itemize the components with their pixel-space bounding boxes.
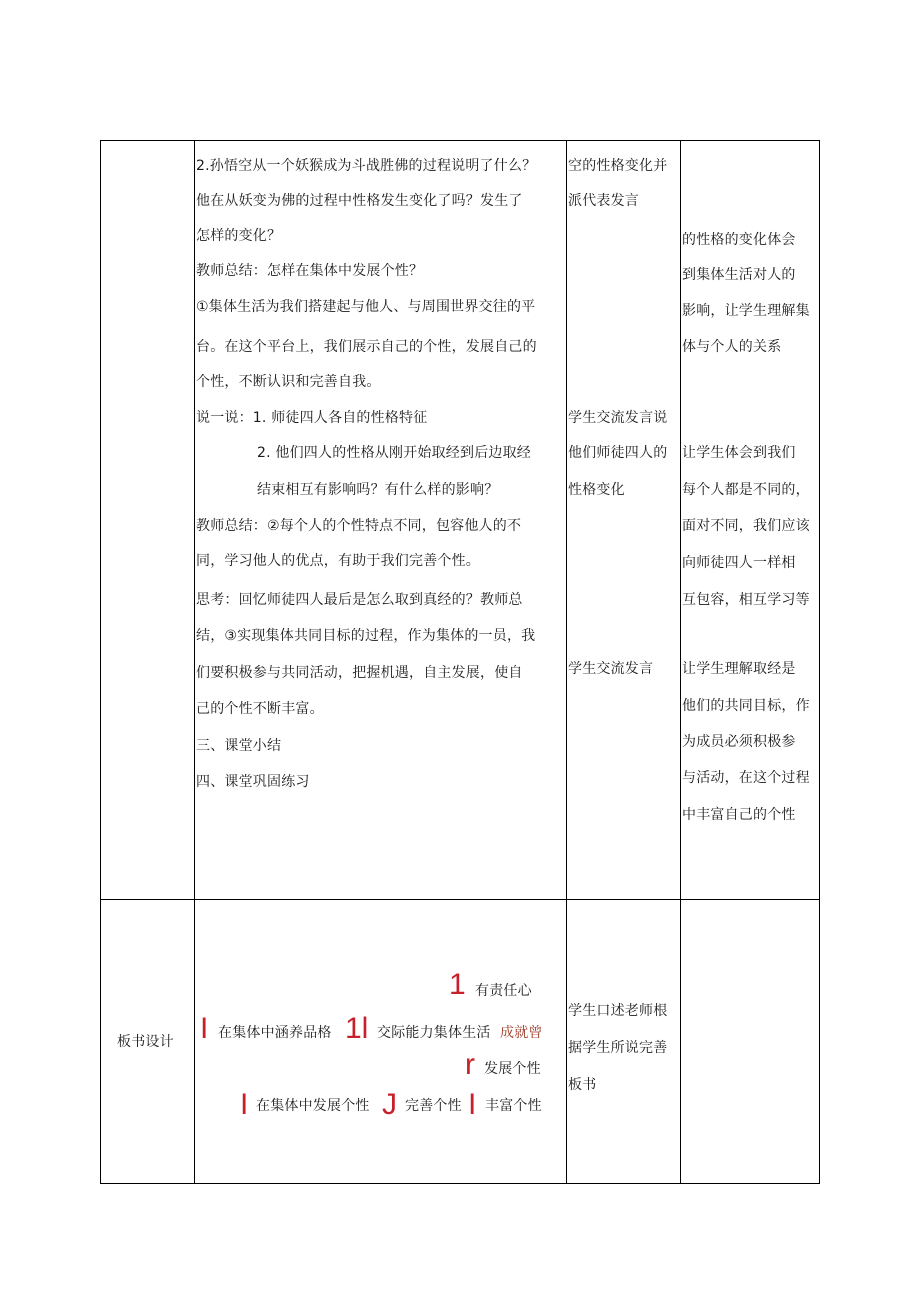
process-line: 个性，不断认识和完善自我。 (196, 374, 381, 390)
board-item: 有责任心 (475, 983, 532, 999)
process-line: 三、课堂小结 (196, 738, 282, 754)
board-item: 在集体中发展个性 (256, 1098, 370, 1114)
process-line: 2.孙悟空从一个妖猴成为斗战胜佛的过程说明了什么？ (196, 158, 537, 174)
design-intent-line: 的性格的变化体会 (682, 232, 796, 248)
board-design-label: 板书设计 (117, 1034, 174, 1050)
process-line: 己的个性不断丰富。 (196, 701, 324, 717)
process-line: 台。在这个平台上，我们展示自己的个性，发展自己的 (196, 339, 537, 355)
process-line: 教师总结：②每个人的个性特点不同，包容他人的不 (196, 518, 522, 534)
student-activity-line: 他们师徒四人的 (568, 445, 668, 461)
board-student-line: 学生口述老师根 (568, 1003, 668, 1019)
design-intent-line: 让学生理解取经是 (682, 661, 796, 677)
column-divider-2 (566, 141, 567, 1183)
student-activity-line: 学生交流发言说 (568, 410, 668, 426)
board-mark: J (382, 1088, 397, 1121)
board-mark: I (240, 1088, 249, 1121)
design-intent-line: 让学生体会到我们 (682, 445, 796, 461)
design-intent-line: 中丰富自己的个性 (682, 807, 796, 823)
process-line: 结，③实现集体共同目标的过程，作为集体的一员，我 (196, 628, 536, 644)
student-activity-line: 学生交流发言 (568, 661, 654, 677)
board-item: 成就曾 (500, 1025, 543, 1041)
design-intent-line: 面对不同，我们应该 (682, 518, 810, 534)
column-divider-1 (194, 141, 195, 1183)
process-line: 怎样的变化？ (196, 228, 282, 244)
process-line: 2. 他们四人的性格从刚开始取经到后边取经 (257, 445, 532, 461)
design-intent-line: 向师徒四人一样相 (682, 555, 796, 571)
design-intent-line: 体与个人的关系 (682, 339, 782, 355)
board-item: 完善个性 (405, 1098, 462, 1114)
design-intent-line: 影响，让学生理解集 (682, 303, 810, 319)
board-mark: I (468, 1088, 477, 1121)
row-divider (101, 899, 819, 900)
process-line: 们要积极参与共同活动，把握机遇，自主发展，使自 (196, 665, 523, 681)
design-intent-line: 他们的共同目标，作 (682, 698, 810, 714)
student-activity-line: 性格变化 (568, 482, 625, 498)
student-activity-line: 派代表发言 (568, 193, 639, 209)
process-line: 说一说：1. 师徒四人各自的性格特征 (196, 410, 428, 426)
board-mark: 1 (449, 968, 466, 1001)
board-mark: 1l (345, 1012, 369, 1045)
process-line: 四、课堂巩固练习 (196, 774, 310, 790)
process-line: 结束相互有影响吗？有什么样的影响？ (257, 482, 499, 498)
student-activity-line: 空的性格变化并 (568, 158, 668, 174)
board-item: 丰富个性 (485, 1098, 542, 1114)
design-intent-line: 到集体生活对人的 (682, 267, 796, 283)
board-student-line: 据学生所说完善 (568, 1040, 668, 1056)
board-item: 交际能力集体生活 (377, 1025, 491, 1041)
board-item: 发展个性 (484, 1061, 541, 1077)
process-line: 同，学习他人的优点，有助于我们完善个性。 (196, 553, 480, 569)
process-line: 教师总结：怎样在集体中发展个性？ (196, 263, 424, 279)
board-student-line: 板书 (568, 1077, 597, 1093)
board-mark: r (465, 1048, 475, 1081)
design-intent-line: 为成员必须积极参 (682, 734, 796, 750)
design-intent-line: 互包容，相互学习等 (682, 592, 810, 608)
design-intent-line: 与活动，在这个过程 (682, 770, 810, 786)
board-item: 在集体中涵养品格 (218, 1025, 332, 1041)
process-line: 思考：回忆师徒四人最后是怎么取到真经的？教师总 (196, 592, 523, 608)
board-mark: I (200, 1012, 209, 1045)
process-line: ①集体生活为我们搭建起与他人、与周围世界交往的平 (196, 299, 536, 315)
process-line: 他在从妖变为佛的过程中性格发生变化了吗？发生了 (196, 193, 523, 209)
design-intent-line: 每个人都是不同的， (682, 482, 810, 498)
column-divider-3 (680, 141, 681, 1183)
